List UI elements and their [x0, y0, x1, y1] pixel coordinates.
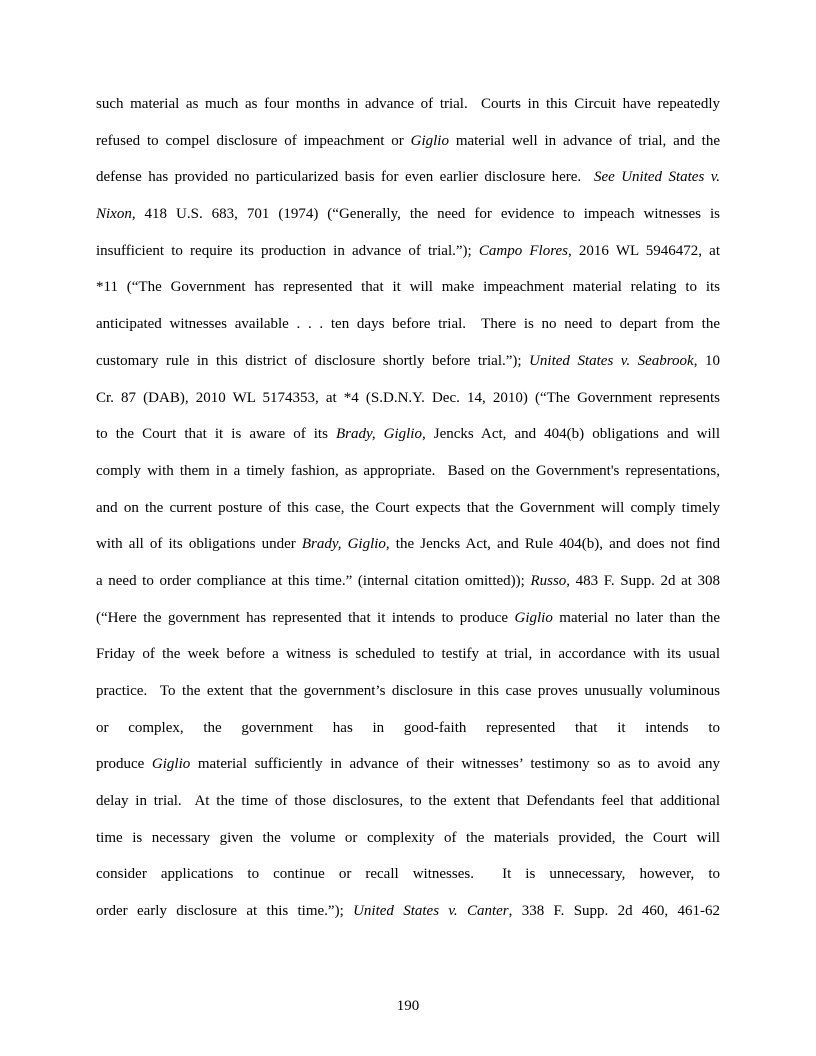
line-text: comply with them in a timely fashion, as appropriate. Based on the Government's representations,: [96, 462, 720, 479]
text-line: [96, 422, 720, 459]
text-line: [96, 569, 720, 606]
line-text: , 10: [693, 352, 721, 369]
line-text: to the Court that it is aware of its: [96, 426, 336, 443]
line-text: order early disclosure at this time.”);: [96, 903, 354, 920]
italic-citation-text: Nixon: [96, 206, 132, 223]
line-text: delay in trial. At the time of those disclosures, to the extent that Defendants feel that additional: [96, 793, 720, 810]
line-text: customary rule in this district of disclosure shortly before trial.”);: [96, 352, 530, 369]
italic-citation-text: Brady, Giglio,: [335, 426, 426, 443]
italic-citation-text: Giglio: [410, 132, 449, 149]
line-text: (“Here the government has represented that it intends to produce: [96, 609, 515, 626]
line-text: material sufficiently in advance of their witnesses’ testimony so as to avoid any: [190, 756, 720, 773]
line-text: , 2016 WL 5946472, at: [568, 242, 720, 259]
line-text: , 338 F. Supp. 2d 460, 461-62: [508, 903, 720, 920]
text-line: [96, 826, 720, 863]
line-text: Friday of the week before a witness is scheduled to testify at trial, in accordance with its usual: [96, 646, 720, 663]
line-text: Jencks Act, and 404(b) obligations and will: [425, 426, 720, 443]
text-line: [96, 606, 720, 643]
line-text: consider applications to continue or recall witnesses. It is unnecessary, however, to: [96, 866, 720, 883]
text-line: [96, 129, 720, 166]
italic-citation-text: Russo: [530, 572, 567, 589]
text-line: [96, 165, 720, 202]
text-line: [96, 862, 720, 899]
italic-citation-text: United States v. Canter: [353, 903, 509, 920]
line-text: material well in advance of trial, and the: [448, 132, 720, 149]
text-line: [96, 349, 720, 386]
line-text: the Jencks Act, and Rule 404(b), and does not find: [389, 536, 720, 553]
line-text: a need to order compliance at this time.” (internal citation omitted));: [96, 572, 531, 589]
line-text: and on the current posture of this case, the Court expects that the Government will comply timely: [96, 499, 720, 516]
line-text: *11 (“The Government has represented that it will make impeachment material relating to its: [96, 279, 720, 296]
text-line: [96, 752, 720, 789]
line-text: anticipated witnesses available . . . ten days before trial. There is no need to depart from the: [96, 316, 720, 333]
line-text: or complex, the government has in good-faith represented that it intends to: [96, 719, 720, 736]
text-line: [96, 899, 720, 936]
text-line: [96, 275, 720, 312]
text-line: [96, 202, 720, 239]
line-text: time is necessary given the volume or complexity of the materials provided, the Court will: [96, 829, 720, 846]
italic-citation-text: Brady, Giglio,: [301, 536, 390, 553]
line-text: such material as much as four months in advance of trial. Courts in this Circuit have repeatedly: [96, 96, 720, 112]
line-text: refused to compel disclosure of impeachment or: [96, 132, 411, 149]
line-text: material no later than the: [552, 609, 720, 626]
text-line: [96, 496, 720, 533]
text-line: [96, 716, 720, 753]
document-body: [96, 92, 720, 936]
italic-citation-text: Giglio: [514, 609, 553, 626]
italic-citation-text: Giglio: [151, 756, 191, 773]
text-line: [96, 789, 720, 826]
line-text: defense has provided no particularized basis for even earlier disclosure here.: [96, 169, 594, 186]
line-text: Cr. 87 (DAB), 2010 WL 5174353, at *4 (S.D.N.Y. Dec. 14, 2010) (“The Government represents: [96, 389, 720, 406]
line-text: with all of its obligations under: [96, 536, 302, 553]
page-number: 190: [396, 998, 420, 1014]
line-text: practice. To the extent that the government’s disclosure in this case proves unusually voluminous: [96, 683, 720, 699]
text-line: [96, 312, 720, 349]
text-line: [96, 386, 720, 423]
text-line: [96, 92, 720, 129]
text-line: [96, 459, 720, 496]
line-text: insufficient to require its production in advance of trial.”);: [96, 242, 479, 259]
italic-citation-text: Campo Flores: [478, 242, 568, 259]
text-line: [96, 679, 720, 716]
line-text: , 483 F. Supp. 2d at 308: [566, 572, 720, 589]
italic-citation-text: United States v. Seabrook: [529, 352, 694, 369]
text-line: [96, 239, 720, 276]
line-text: , 418 U.S. 683, 701 (1974) (“Generally, the need for evidence to impeach witnesses is: [131, 206, 720, 223]
text-line: [96, 642, 720, 679]
line-text: produce: [96, 756, 152, 773]
text-line: [96, 532, 720, 569]
italic-citation-text: See United States v.: [594, 169, 720, 186]
